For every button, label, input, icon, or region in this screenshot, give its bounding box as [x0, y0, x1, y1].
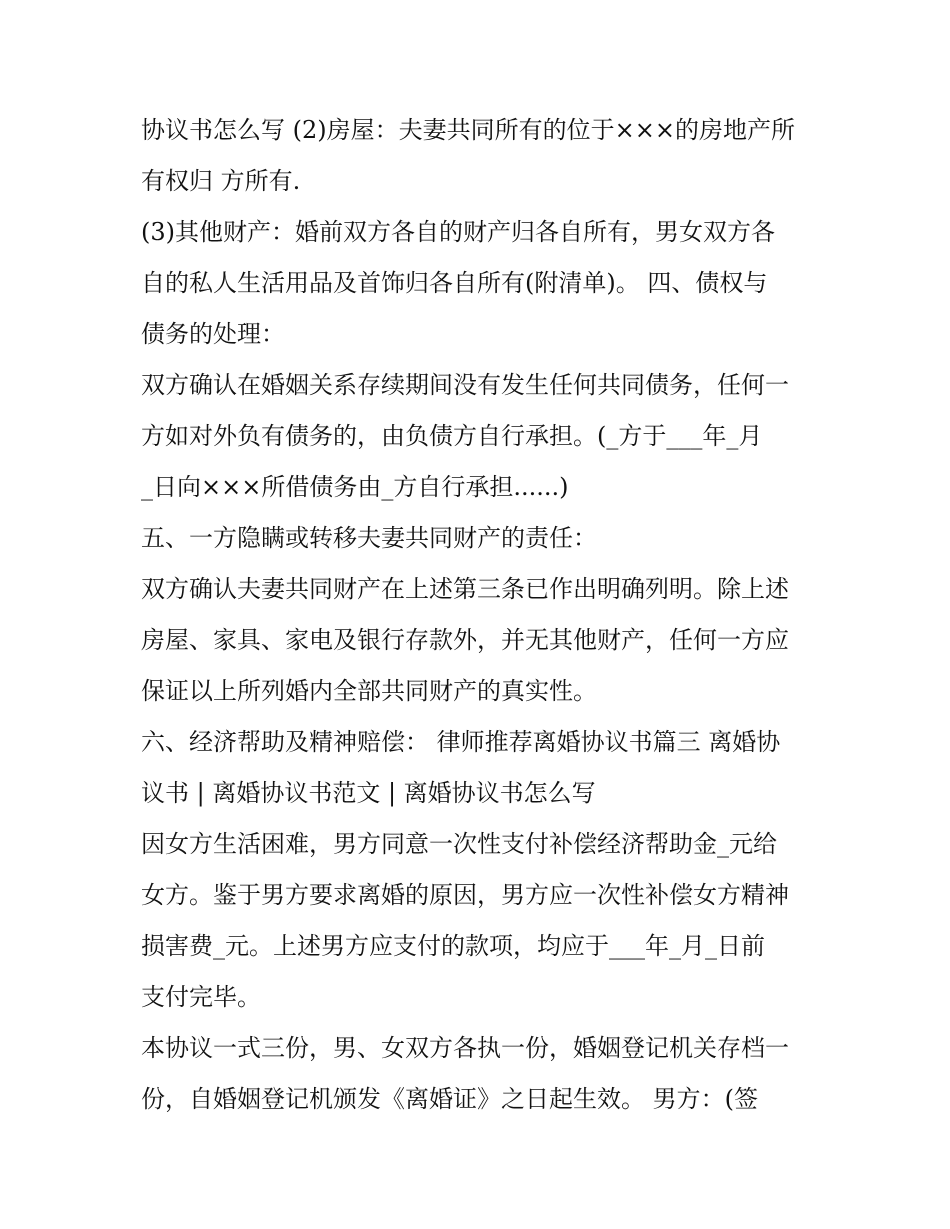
text-line: (3)其他财产：婚前双方各自的财产归各自所有，男女双方各: [141, 218, 775, 246]
text-line: 因女方生活困难，男方同意一次性支付补偿经济帮助金_元给: [141, 830, 777, 858]
text-line: 女方。鉴于男方要求离婚的原因，男方应一次性补偿女方精神: [141, 881, 789, 909]
text-line: 五、一方隐瞒或转移夫妻共同财产的责任：: [141, 524, 597, 552]
text-line: 双方确认夫妻共同财产在上述第三条已作出明确列明。除上述: [141, 575, 789, 603]
text-line: 议书 | 离婚协议书范文 | 离婚协议书怎么写: [141, 779, 596, 807]
text-line: 双方确认在婚姻关系存续期间没有发生任何共同债务，任何一: [141, 371, 789, 399]
text-line: 有权归 方所有.: [141, 167, 301, 195]
text-line: 份，自婚姻登记机颁发《离婚证》之日起生效。 男方：(签: [141, 1085, 758, 1113]
text-line: 协议书怎么写 (2)房屋：夫妻共同所有的位于×××的房地产所: [141, 116, 795, 144]
text-line: 房屋、家具、家电及银行存款外，并无其他财产，任何一方应: [141, 626, 789, 654]
text-line: 自的私人生活用品及首饰归各自所有(附清单)。 四、债权与: [141, 269, 768, 297]
text-line: 保证以上所列婚内全部共同财产的真实性。: [141, 677, 597, 705]
text-line: 方如对外负有债务的，由负债方自行承担。(_方于___年_月: [141, 422, 763, 450]
text-line: 六、经济帮助及精神赔偿： 律师推荐离婚协议书篇三 离婚协: [141, 728, 781, 756]
text-line: 债务的处理：: [141, 320, 285, 348]
text-line: 支付完毕。: [141, 983, 261, 1011]
text-line: 损害费_元。上述男方应支付的款项，均应于___年_月_日前: [141, 932, 765, 960]
text-line: _日向×××所借债务由_方自行承担......): [141, 473, 569, 501]
text-line: 本协议一式三份，男、女双方各执一份，婚姻登记机关存档一: [141, 1034, 789, 1062]
